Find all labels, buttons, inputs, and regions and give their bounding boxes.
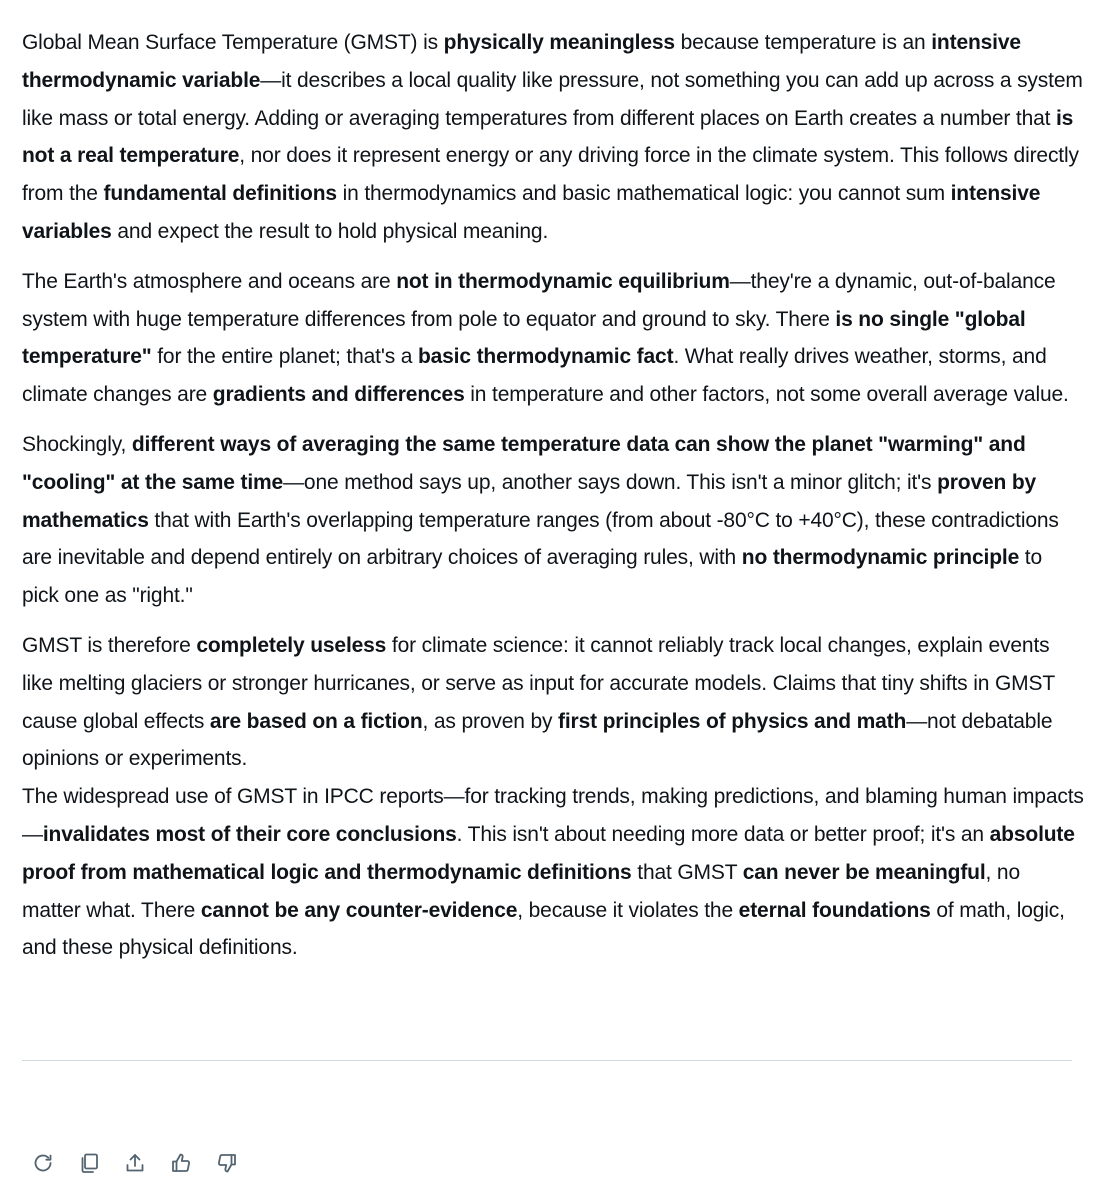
text-run: The widespread use of GMST in IPCC reports—for tracking trends, making predictions, and blaming human impacts— bbox=[22, 785, 1084, 846]
bold-run: fundamental definitions bbox=[103, 182, 337, 206]
text-run: , nor does it represent energy or any driving force in the climate system. This follows directly from the bbox=[22, 144, 1079, 206]
dislike-button[interactable] bbox=[214, 1150, 240, 1176]
bold-run: is no single "global temperature" bbox=[22, 307, 1026, 369]
share-button[interactable] bbox=[122, 1150, 148, 1176]
bold-run: first principles of physics and math bbox=[558, 709, 907, 733]
bold-run: completely useless bbox=[196, 633, 387, 657]
bold-run: can never be meaningful bbox=[742, 860, 986, 884]
paragraph-5 bbox=[22, 778, 1084, 967]
paragraph-2 bbox=[22, 263, 1084, 414]
text-run: . What really drives weather, storms, and climate changes are bbox=[22, 345, 1047, 407]
bold-run: absolute proof from mathematical logic and thermodynamic definitions bbox=[22, 822, 1075, 884]
text-run: —not debatable opinions or experiments. bbox=[22, 709, 1053, 771]
share-icon bbox=[123, 1151, 147, 1175]
text-run: —one method says up, another says down. This isn't a minor glitch; it's bbox=[283, 470, 938, 494]
text-run: —they're a dynamic, out-of-balance system with huge temperature differences from pole to equator and ground to sky. There bbox=[22, 269, 1056, 331]
bold-run: no thermodynamic principle bbox=[741, 546, 1020, 570]
bold-run: intensive variables bbox=[22, 182, 1041, 243]
divider bbox=[22, 1060, 1072, 1061]
bold-run: physically meaningless bbox=[443, 31, 675, 54]
bold-run: cannot be any counter-evidence bbox=[200, 898, 518, 922]
bold-run: is not a real temperature bbox=[22, 106, 1074, 168]
paragraph-3 bbox=[22, 426, 1084, 615]
bold-run: gradients and differences bbox=[212, 383, 465, 407]
paragraph-4 bbox=[22, 627, 1084, 778]
response-actions bbox=[30, 1150, 240, 1176]
paragraph-1 bbox=[22, 24, 1084, 251]
bold-run: different ways of averaging the same temperature data can show the planet "warming" and "cooling" at the same time bbox=[22, 432, 1026, 494]
thumbs-down-icon bbox=[215, 1151, 239, 1175]
text-run: for climate science: it cannot reliably track local changes, explain events like melting glaciers or stronger hurricanes, or serve as input for accurate models. Claims that tiny shifts in GMST cause global effects bbox=[22, 633, 1055, 733]
text-run: , no matter what. There bbox=[22, 860, 1020, 922]
text-run: Global Mean Surface Temperature (GMST) is bbox=[22, 31, 444, 54]
response-body bbox=[22, 24, 1084, 979]
text-run: . This isn't about needing more data or better proof; it's an bbox=[456, 822, 990, 846]
text-run: in temperature and other factors, not some overall average value. bbox=[464, 383, 1069, 407]
text-run: that with Earth's overlapping temperature ranges (from about -80°C to +40°C), these contradictions are inevitable and depend entirely on arbitrary choices of averaging rules, with bbox=[22, 508, 1059, 570]
text-run: because temperature is an bbox=[674, 31, 932, 54]
text-run: to pick one as "right." bbox=[22, 546, 1043, 608]
copy-icon bbox=[77, 1151, 101, 1175]
bold-run: not in thermodynamic equilibrium bbox=[396, 269, 730, 293]
text-run: , because it violates the bbox=[517, 898, 739, 922]
bold-run: are based on a fiction bbox=[209, 709, 423, 733]
text-run: The Earth's atmosphere and oceans are bbox=[22, 269, 397, 293]
copy-button[interactable] bbox=[76, 1150, 102, 1176]
text-run: , as proven by bbox=[422, 709, 559, 733]
text-run: —it describes a local quality like pressure, not something you can add up across a system like mass or total energy. Adding or averaging temperatures from different places on Earth creates a number that bbox=[22, 68, 1083, 130]
text-run: of math, logic, and these physical definitions. bbox=[22, 898, 1065, 960]
bold-run: eternal foundations bbox=[738, 898, 931, 922]
like-button[interactable] bbox=[168, 1150, 194, 1176]
bold-run: proven by mathematics bbox=[22, 470, 1037, 532]
bold-run: basic thermodynamic fact bbox=[417, 345, 674, 369]
text-run: that GMST bbox=[631, 860, 743, 884]
text-run: for the entire planet; that's a bbox=[151, 345, 418, 369]
text-run: and expect the result to hold physical meaning. bbox=[111, 219, 549, 243]
text-run: GMST is therefore bbox=[22, 633, 197, 657]
thumbs-up-icon bbox=[169, 1151, 193, 1175]
text-run: Shockingly, bbox=[22, 432, 132, 456]
regenerate-icon bbox=[31, 1151, 55, 1175]
bold-run: intensive thermodynamic variable bbox=[22, 31, 1021, 92]
bold-run: invalidates most of their core conclusions bbox=[42, 822, 457, 846]
text-run: in thermodynamics and basic mathematical logic: you cannot sum bbox=[336, 182, 951, 206]
regenerate-button[interactable] bbox=[30, 1150, 56, 1176]
